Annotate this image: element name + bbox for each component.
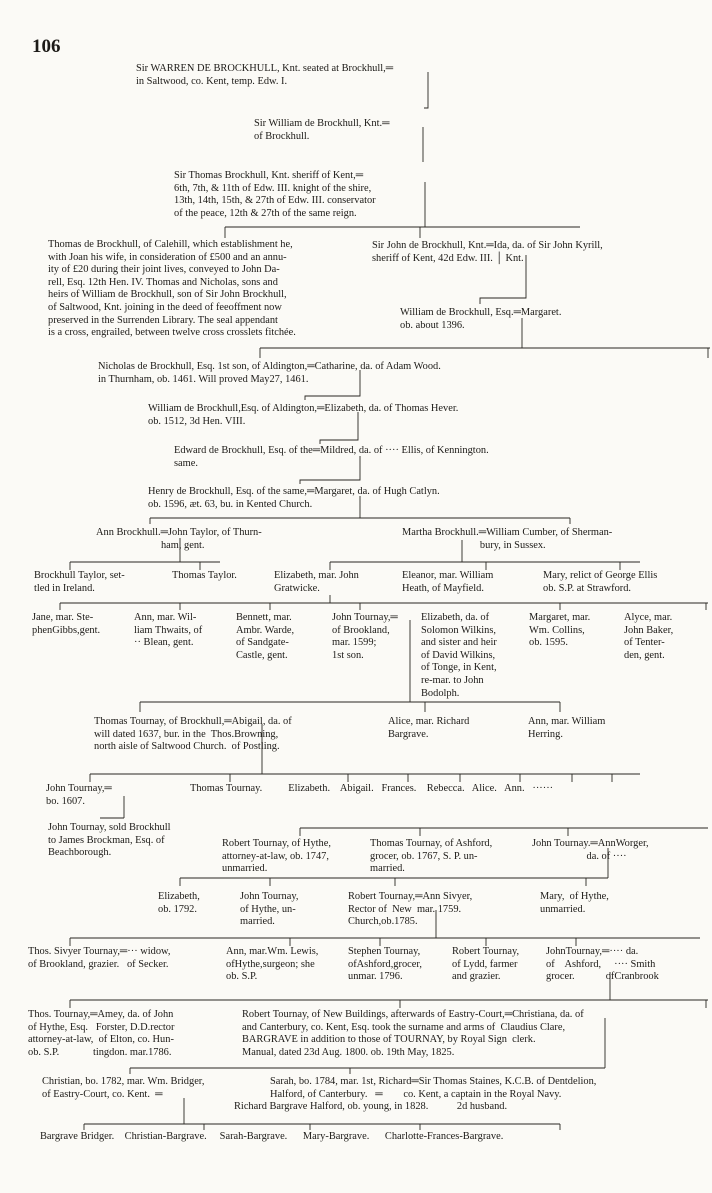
entry-ann-lewis: Ann, mar.Wm. Lewis, ofHythe,surgeon; she ob. S.P.: [226, 946, 319, 983]
entry-john-tournay-1607: John Tournay,═ bo. 1607.: [46, 783, 112, 807]
entry-thos-sivyer: Thos. Sivyer Tournay,═··· widow, of Brookland, grazier. of Secker.: [28, 946, 171, 970]
entry-robert-rector: Robert Tournay,═Ann Sivyer, Rector of New mar. 1759. Church,ob.1785.: [348, 891, 473, 928]
entry-thomas-tournay-brockhull: Thomas Tournay, of Brockhull,═Abigail, da. of will dated 1637, bur. in the Thos.Browning, north aisle of Saltwood Church. of Postling.: [94, 716, 292, 753]
entry-william1: Sir William de Brockhull, Knt.═ of Brockhull.: [254, 118, 390, 142]
entry-thomas1: Sir Thomas Brockhull, Knt. sheriff of Kent,═ 6th, 7th, & 11th of Edw. III. knight of the shire, 13th, 14th, 15th, & 27th of Edw. III. conservator of the peace, 12th & 27th of the same reign.: [174, 170, 376, 219]
entry-sarah-1784: Sarah, bo. 1784, mar. 1st, Richard═Sir Thomas Staines, K.C.B. of Dentdelion, Halford, of Canterbury. ═ co. Kent, a captain in the Royal Navy.: [270, 1076, 597, 1100]
entry-martha: Martha Brockhull.═William Cumber, of Sherman- bury, in Sussex.: [402, 527, 613, 551]
entry-henry: Henry de Brockhull, Esq. of the same,═Margaret, da. of Hugh Catlyn. ob. 1596, æt. 63, bu. in Kented Church.: [148, 486, 440, 510]
entry-john-ashford: JohnTournay,═···· da. of Ashford, ···· Smith grocer. ofCranbrook: [546, 946, 659, 983]
entry-ann-thwaits: Ann, mar. Wil- liam Thwaits, of ·· Blean, gent.: [134, 612, 203, 649]
entry-thomas-taylor: Thomas Taylor.: [172, 570, 237, 581]
entry-richard-halford: Richard Bargrave Halford, ob. young, in 1828. 2d husband.: [234, 1101, 508, 1112]
entry-alyce: Alyce, mar. John Baker, of Tenter- den, gent.: [624, 612, 674, 661]
entry-christian-1782: Christian, bo. 1782, mar. Wm. Bridger, of Eastry-Court, co. Kent. ═: [42, 1076, 205, 1100]
entry-bennett: Bennett, mar. Ambr. Warde, of Sandgate- Castle, gent.: [236, 612, 295, 661]
entry-thos-hythe: Thos. Tournay,═Amey, da. of John of Hythe, Esq. Forster, D.D.rector attorney-at-law, of Elton, co. Hun- ob. S.P. tingdon. mar.1786.: [28, 1009, 175, 1058]
entry-robert-hythe: Robert Tournay, of Hythe, attorney-at-law, ob. 1747, unmarried.: [222, 838, 331, 875]
entry-ann-herring: Ann, mar. William Herring.: [528, 716, 606, 740]
entry-william3: William de Brockhull,Esq. of Aldington,═Elizabeth, da. of Thomas Hever. ob. 1512, 3d Hen. VIII.: [148, 403, 459, 427]
entry-thomas-ashford: Thomas Tournay, of Ashford, grocer, ob. 1767, S. P. un- married.: [370, 838, 493, 875]
entry-robert-lydd: Robert Tournay, of Lydd, farmer and grazier.: [452, 946, 520, 983]
entry-margaret-collins: Margaret, mar. Wm. Collins, ob. 1595.: [529, 612, 591, 649]
entry-mary-ellis: Mary, relict of George Ellis ob. S.P. at Strawford.: [543, 570, 658, 594]
entry-john-tournay-1599: John Tournay,═ of Brookland, mar. 1599; 1st son.: [332, 612, 398, 661]
entry-thomas-calehill: Thomas de Brockhull, of Calehill, which establishment he, with Joan his wife, in consideration of £500 and an annu- ity of £20 during their joint lives, conveyed to John Da- rell, Esq. 12th Hen. IV. Thomas and Nicholas, sons and heirs of William de Brockhull, son of Sir John Brockhull, of Saltwood, Knt. joining in the deed of feeoffment now preserved in the Surrenden Library. The seal appendant is a cross, engrailed, between twelve cross crosslets fitchée.: [48, 239, 296, 339]
page-number: 106: [32, 36, 61, 57]
entry-john1: Sir John de Brockhull, Knt.═Ida, da. of Sir John Kyrill, sheriff of Kent, 42d Edw. III. │ Knt.: [372, 240, 603, 264]
entry-edward: Edward de Brockhull, Esq. of the═Mildred, da. of ···· Ellis, of Kennington. same.: [174, 445, 489, 469]
entry-warren: Sir WARREN DE BROCKHULL, Knt. seated at Brockhull,═ in Saltwood, co. Kent, temp. Edw. I.: [136, 63, 394, 87]
entry-elizabeth-wilkins: Elizabeth, da. of Solomon Wilkins, and sister and heir of David Wilkins, of Tonge, in Kent, re-mar. to John Bodolph.: [421, 612, 497, 699]
entry-last-row: Bargrave Bridger. Christian-Bargrave. Sarah-Bargrave. Mary-Bargrave. Charlotte-Frances-Bargrave.: [40, 1131, 504, 1142]
entry-elizabeth-1792: Elizabeth, ob. 1792.: [158, 891, 200, 915]
entry-john-worger: John Tournay.═AnnWorger, da. of ····: [532, 838, 649, 862]
entry-stephen: Stephen Tournay, ofAshford,grocer, unmar. 1796.: [348, 946, 423, 983]
entry-mary-hythe: Mary, of Hythe, unmarried.: [540, 891, 609, 915]
entry-jane: Jane, mar. Ste- phenGibbs,gent.: [32, 612, 101, 636]
entry-siblings-row: Thomas Tournay. Elizabeth. Abigail. Frances. Rebecca. Alice. Ann. ······: [190, 783, 554, 794]
entry-robert-new-buildings: Robert Tournay, of New Buildings, afterwards of Eastry-Court,═Christiana, da. of and Canterbury, co. Kent, Esq. took the surname and arms of Claudius Clare, BARGRAVE in addition to those of TOURNAY, by Royal Sign clerk. Manual, dated 23d Aug. 1800. ob. 19th May, 1825.: [242, 1009, 584, 1058]
entry-elizabeth-gratwicke: Elizabeth, mar. John Gratwicke.: [274, 570, 359, 594]
entry-brockhull-taylor: Brockhull Taylor, set- tled in Ireland.: [34, 570, 125, 594]
entry-ann-brockhull: Ann Brockhull.═John Taylor, of Thurn- ham, gent.: [96, 527, 262, 551]
entry-alice-bargrave: Alice, mar. Richard Bargrave.: [388, 716, 470, 740]
entry-john-sold-brockhull: John Tournay, sold Brockhull to James Brockman, Esq. of Beachborough.: [48, 822, 171, 859]
entry-eleanor: Eleanor, mar. William Heath, of Mayfield.: [402, 570, 494, 594]
entry-william2: William de Brockhull, Esq.═Margaret. ob. about 1396.: [400, 307, 562, 331]
entry-john-tournay-hythe: John Tournay, of Hythe, un- married.: [240, 891, 299, 928]
entry-nicholas: Nicholas de Brockhull, Esq. 1st son, of Aldington,═Catharine, da. of Adam Wood. in Thurnham, ob. 1461. Will proved May27, 1461.: [98, 361, 441, 385]
